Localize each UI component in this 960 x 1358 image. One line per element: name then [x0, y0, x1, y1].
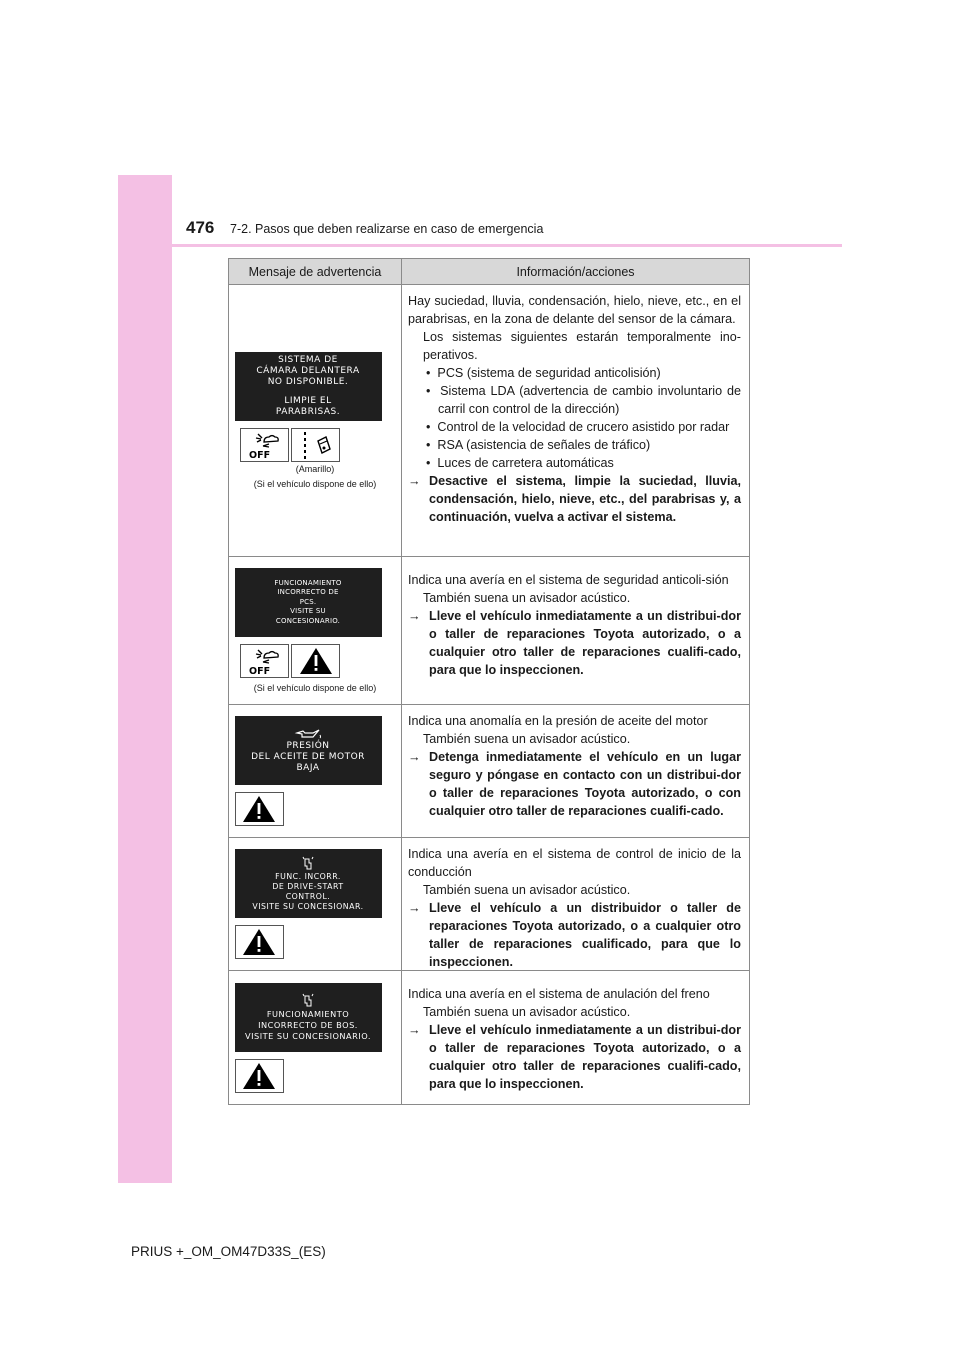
info-bullet: • Luces de carretera automáticas	[426, 456, 614, 470]
warning-message-table	[228, 258, 750, 1105]
side-band	[118, 175, 172, 1183]
info-bullet: • RSA (asistencia de señales de tráfico)	[426, 438, 651, 452]
indicator-icons	[235, 792, 284, 826]
info-action: → Lleve el vehículo inmediatamente a un distribui-dor o taller de reparaciones Toyota autorizado, o a cualquier otro taller de reparaciones cualifi-cado, para que lo inspeccionen.	[408, 1023, 741, 1091]
info-lead: Hay suciedad, lluvia, condensación, hielo, nieve, etc., en el parabrisas, en la zona de delante del sensor de la cámara.	[408, 294, 741, 326]
master-warning-icon	[235, 792, 284, 826]
info-cell	[402, 705, 749, 837]
table-row	[229, 971, 749, 1104]
display-screen-drive-start: FUNC. INCORR. DE DRIVE-START CONTROL. VISITE SU CONCESIONAR.	[235, 849, 382, 918]
pcs-off-icon	[240, 644, 289, 678]
master-warning-icon	[235, 1059, 284, 1093]
info-lead: Indica una anomalía en la presión de aceite del motor	[408, 714, 708, 728]
table-row	[229, 838, 749, 971]
info-action: → Detenga inmediatamente el vehículo en un lugar seguro y póngase en contacto con un distribui-dor o taller de reparaciones Toyota autorizado, o con cualquier otro taller de reparaciones cualifi-cado.	[408, 750, 741, 818]
indicator-icons	[235, 1059, 284, 1093]
info-action: → Desactive el sistema, limpie la suciedad, lluvia, condensación, hielo, nieve, etc., del parabrisas y, a continuación, vuelva a activar el sistema.	[408, 474, 741, 524]
info-sub: También suena un avisador acústico.	[423, 883, 631, 897]
master-warning-icon	[235, 925, 284, 959]
drive-start-control-icon	[302, 993, 314, 1007]
info-action: → Lleve el vehículo inmediatamente a un distribui-dor o taller de reparaciones Toyota autorizado, o a cualquier otro taller de reparaciones cualifi-cado, para que lo inspeccionen.	[408, 609, 741, 677]
pcs-off-icon	[240, 428, 289, 462]
info-sub: También suena un avisador acústico.	[423, 591, 631, 605]
display-screen-oil: PRESIÓN DEL ACEITE DE MOTOR BAJA	[235, 716, 382, 785]
svg-text:OFF: OFF	[248, 450, 270, 460]
section-title: 7-2. Pasos que deben realizarse en caso de emergencia	[230, 222, 544, 236]
color-caption: (Amarillo)	[295, 464, 335, 474]
page-number: 476	[186, 218, 215, 237]
info-cell	[402, 557, 749, 704]
display-screen-camera: SISTEMA DE CÁMARA DELANTERA NO DISPONIBLE. LIMPIE EL PARABRISAS.	[235, 352, 382, 421]
info-lead: Indica una avería en el sistema de seguridad anticoli-sión	[408, 573, 729, 587]
lane-departure-icon	[291, 428, 340, 462]
table-header	[229, 259, 749, 285]
master-warning-icon	[291, 644, 340, 678]
info-cell	[402, 838, 749, 970]
message-cell	[229, 285, 402, 556]
header-rule	[172, 244, 842, 247]
drive-start-control-icon	[302, 856, 314, 870]
message-cell	[229, 838, 402, 970]
info-lead: Indica una avería en el sistema de control de inicio de la conducción	[408, 847, 741, 879]
info-bullet: • Control de la velocidad de crucero asistido por radar	[426, 420, 730, 434]
table-row	[229, 705, 749, 838]
info-cell	[402, 971, 749, 1104]
arrow-icon: →	[408, 474, 421, 488]
arrow-icon: →	[408, 1023, 421, 1037]
svg-text:OFF: OFF	[248, 666, 270, 676]
footer-model-code: PRIUS +_OM_OM47D33S_(ES)	[131, 1244, 326, 1259]
info-lead: Indica una avería en el sistema de anulación del freno	[408, 987, 710, 1001]
arrow-icon: →	[408, 901, 421, 915]
info-sub: También suena un avisador acústico.	[423, 732, 631, 746]
info-cell	[402, 285, 749, 556]
availability-caption: (Si el vehículo dispone de ello)	[253, 683, 377, 693]
column-header-message: Mensaje de advertencia	[229, 259, 402, 284]
arrow-icon: →	[408, 750, 421, 764]
arrow-icon: →	[408, 609, 421, 623]
availability-caption: (Si el vehículo dispone de ello)	[253, 479, 377, 489]
message-cell	[229, 557, 402, 704]
table-row	[229, 557, 749, 705]
info-sub: Los sistemas siguientes estarán temporalmente ino-perativos.	[423, 330, 741, 362]
table-row	[229, 285, 749, 557]
display-screen-bos: FUNCIONAMIENTO INCORRECTO DE BOS. VISITE SU CONCESIONARIO.	[235, 983, 382, 1052]
oil-pressure-icon	[294, 727, 322, 739]
indicator-icons	[240, 428, 340, 462]
message-cell	[229, 971, 402, 1104]
info-bullet: • PCS (sistema de seguridad anticolisión)	[426, 366, 661, 380]
display-screen-pcs: FUNCIONAMIENTO INCORRECTO DE PCS. VISITE SU CONCESIONARIO.	[235, 568, 382, 637]
info-sub: También suena un avisador acústico.	[423, 1005, 631, 1019]
indicator-icons	[235, 925, 284, 959]
info-bullet: • Sistema LDA (advertencia de cambio involuntario de carril con control de la dirección)	[426, 384, 741, 416]
message-cell	[229, 705, 402, 837]
indicator-icons	[240, 644, 340, 678]
info-action: → Lleve el vehículo a un distribuidor o taller de reparaciones Toyota autorizado, o a cualquier otro taller de reparaciones cualificado, para que lo inspeccionen.	[408, 901, 741, 969]
column-header-info: Información/acciones	[516, 264, 635, 279]
